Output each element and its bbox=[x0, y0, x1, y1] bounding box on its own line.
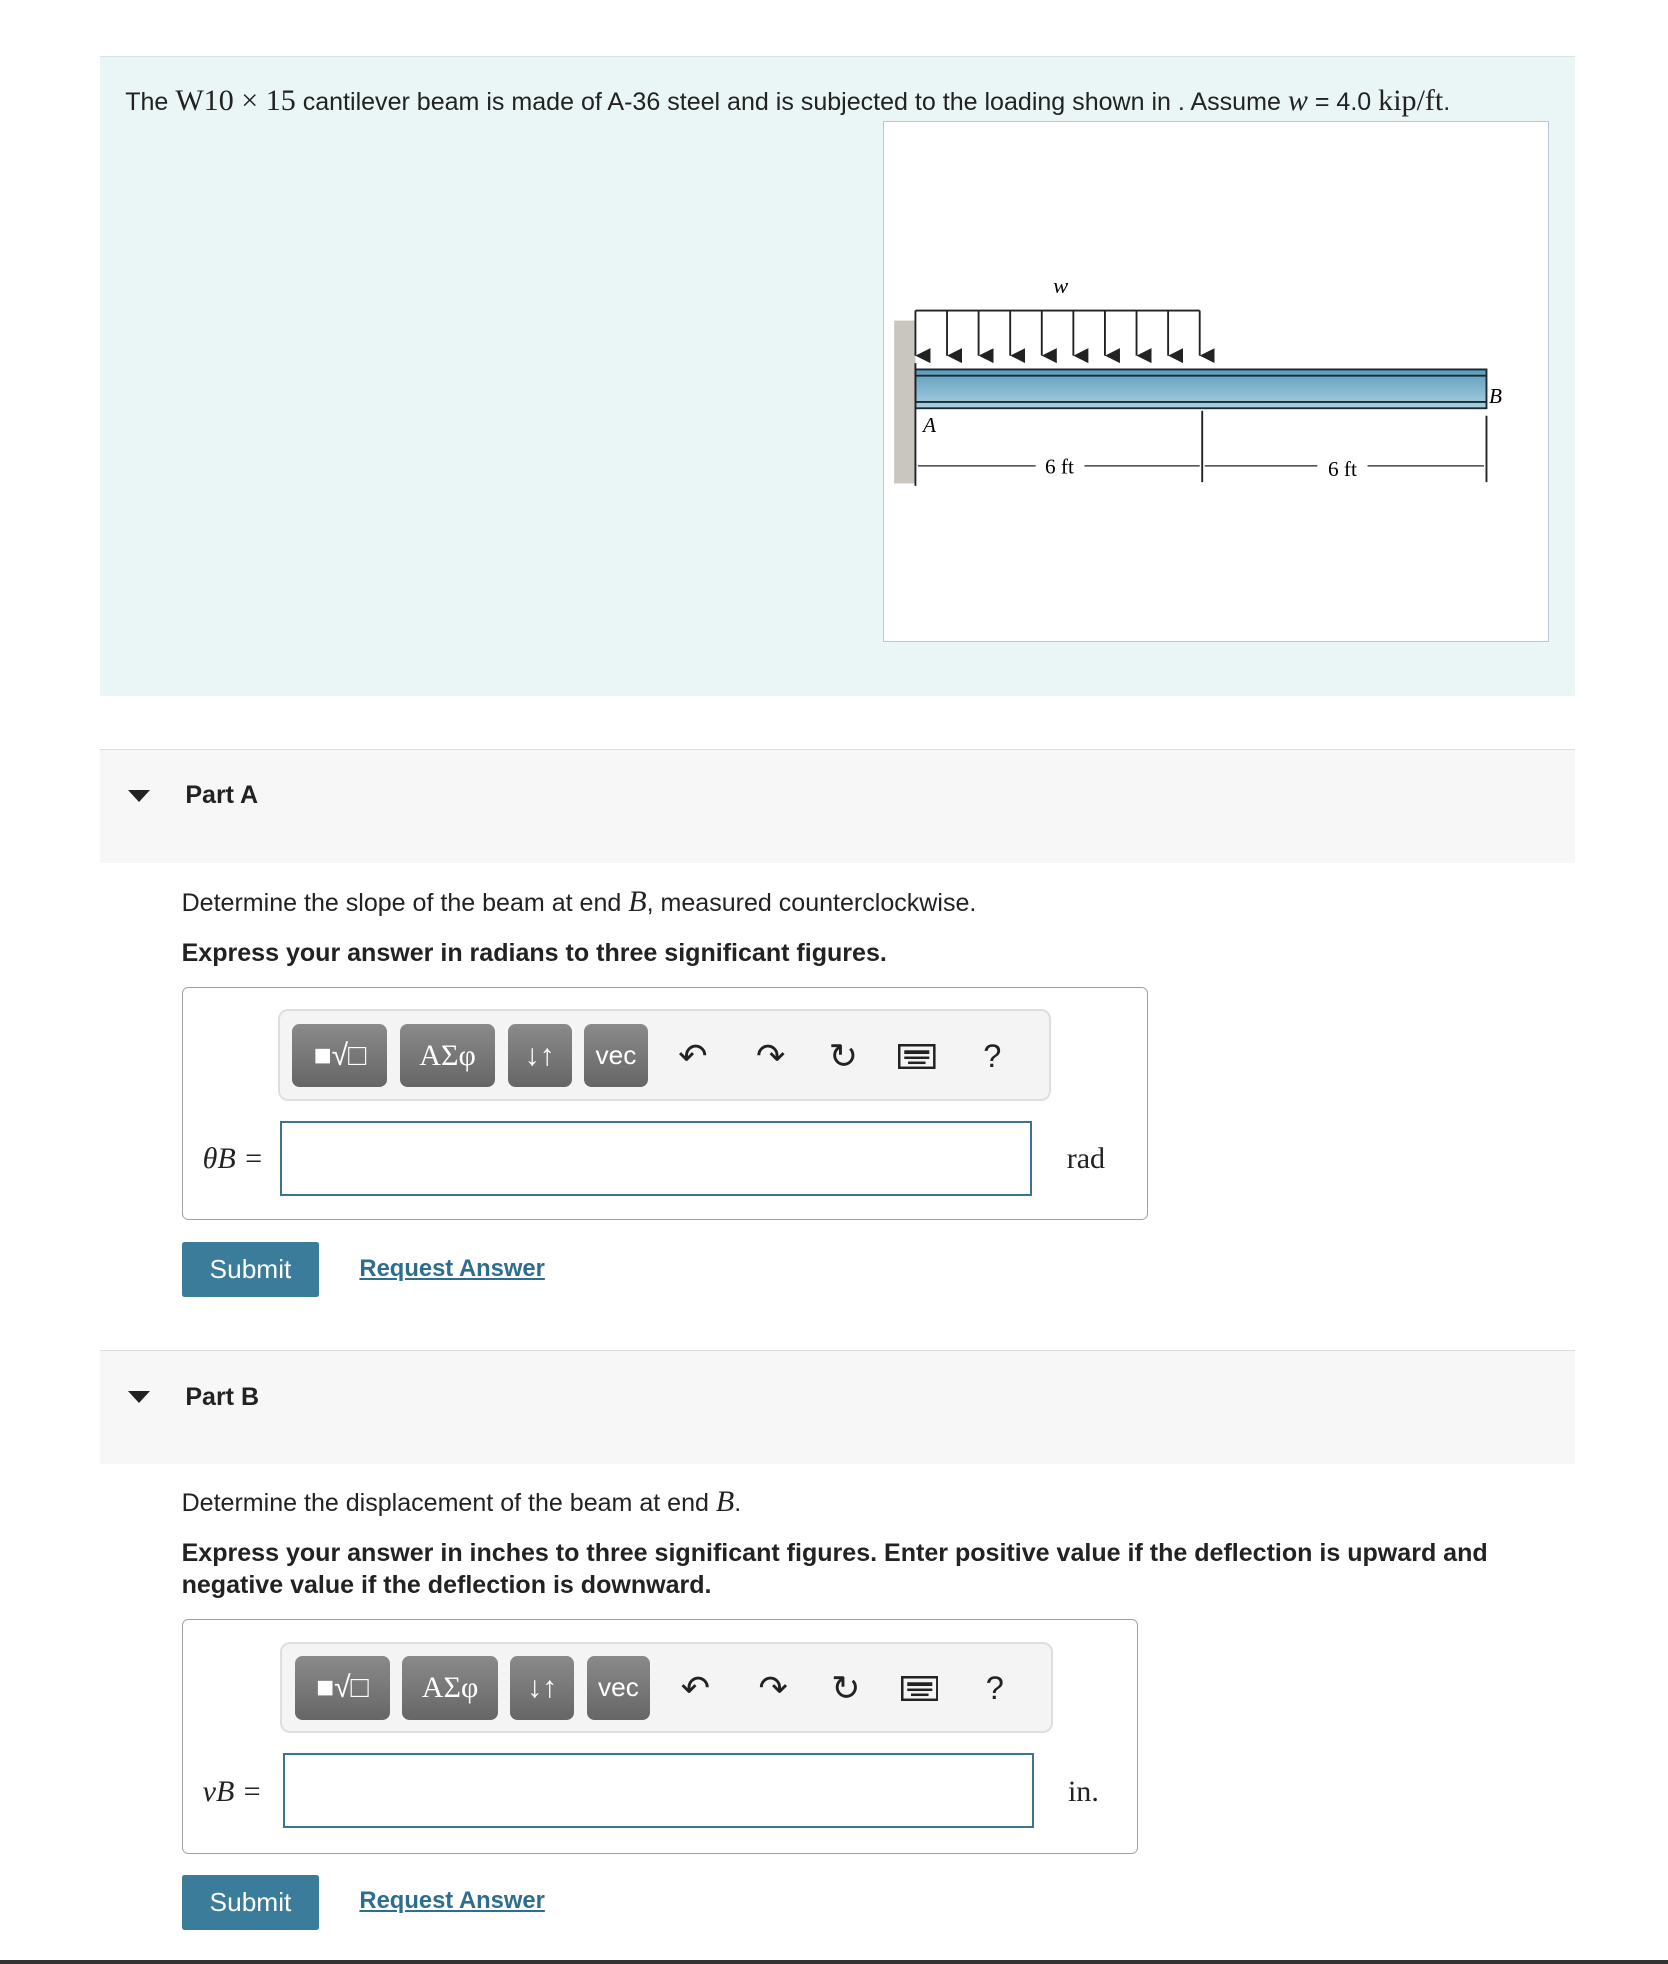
wall-support bbox=[894, 321, 915, 484]
greek-button[interactable]: ΑΣφ bbox=[402, 1656, 497, 1720]
undo-icon[interactable]: ↶ bbox=[680, 1669, 711, 1709]
help-icon[interactable]: ? bbox=[983, 1037, 1002, 1074]
reset-icon[interactable]: ↻ bbox=[828, 1036, 858, 1076]
vec-button[interactable]: vec bbox=[587, 1656, 651, 1720]
part-a-answer-box bbox=[182, 987, 1148, 1221]
templates-button[interactable]: ■√□ bbox=[295, 1656, 390, 1720]
beam-diagram bbox=[0, 0, 1668, 701]
part-b-title: Part B bbox=[185, 1382, 260, 1411]
point-b-label: B bbox=[1488, 384, 1502, 409]
arrows-button[interactable]: ↓↑ bbox=[510, 1656, 574, 1720]
load-label: w bbox=[1053, 273, 1069, 299]
v-b-input[interactable] bbox=[283, 1753, 1034, 1828]
vec-button[interactable]: vec bbox=[584, 1024, 648, 1088]
point-a-label: A bbox=[922, 413, 936, 438]
submit-button[interactable]: Submit bbox=[182, 1242, 320, 1297]
part-a-instruction: Express your answer in radians to three significant figures. bbox=[181, 938, 887, 967]
part-b-instruction: Express your answer in inches to three significant figures. Enter positive value if the deflection is upward and negative value if the deflection is downward. bbox=[181, 1538, 1488, 1600]
collapse-triangle-icon[interactable] bbox=[128, 1391, 150, 1403]
request-answer-link[interactable]: Request Answer bbox=[359, 1254, 545, 1282]
part-b-header[interactable] bbox=[100, 1350, 1575, 1464]
keyboard-icon[interactable] bbox=[895, 1034, 940, 1079]
arrows-button[interactable]: ↓↑ bbox=[508, 1024, 572, 1088]
unit-label: rad bbox=[1066, 1140, 1106, 1175]
part-b-question: Determine the displacement of the beam at end B. bbox=[181, 1483, 742, 1518]
keyboard-icon[interactable] bbox=[897, 1666, 942, 1711]
unit-label: in. bbox=[1067, 1774, 1099, 1809]
greek-button[interactable]: ΑΣφ bbox=[400, 1024, 495, 1088]
help-icon[interactable]: ? bbox=[985, 1670, 1004, 1707]
math-toolbar bbox=[278, 1009, 1051, 1101]
theta-b-label: θB = bbox=[202, 1140, 264, 1175]
redo-icon[interactable]: ↷ bbox=[755, 1036, 786, 1076]
distributed-load-arrows bbox=[915, 311, 1199, 356]
part-a-title: Part A bbox=[185, 781, 259, 810]
page-bottom-divider bbox=[0, 1960, 1668, 1964]
problem-statement: The W10 × 15 cantilever beam is made of A-36 steel and is subjected to the loading shown in . Assume w = 4.0 kip/ft. bbox=[125, 82, 1451, 117]
request-answer-link[interactable]: Request Answer bbox=[359, 1887, 545, 1915]
part-a-question: Determine the slope of the beam at end B, measured counterclockwise. bbox=[181, 884, 977, 919]
dimension-label: 6 ft bbox=[1044, 454, 1074, 479]
theta-b-input[interactable] bbox=[280, 1121, 1031, 1196]
templates-button[interactable]: ■√□ bbox=[292, 1024, 387, 1088]
collapse-triangle-icon[interactable] bbox=[128, 790, 150, 802]
v-b-label: vB = bbox=[202, 1774, 263, 1809]
undo-icon[interactable]: ↶ bbox=[678, 1036, 708, 1076]
reset-icon[interactable]: ↻ bbox=[831, 1669, 861, 1709]
part-a-header[interactable] bbox=[100, 749, 1575, 863]
math-toolbar bbox=[280, 1642, 1053, 1734]
part-b-answer-box bbox=[182, 1619, 1138, 1854]
dimension-label: 6 ft bbox=[1327, 456, 1357, 481]
submit-button[interactable]: Submit bbox=[182, 1875, 320, 1930]
redo-icon[interactable]: ↷ bbox=[758, 1669, 788, 1709]
